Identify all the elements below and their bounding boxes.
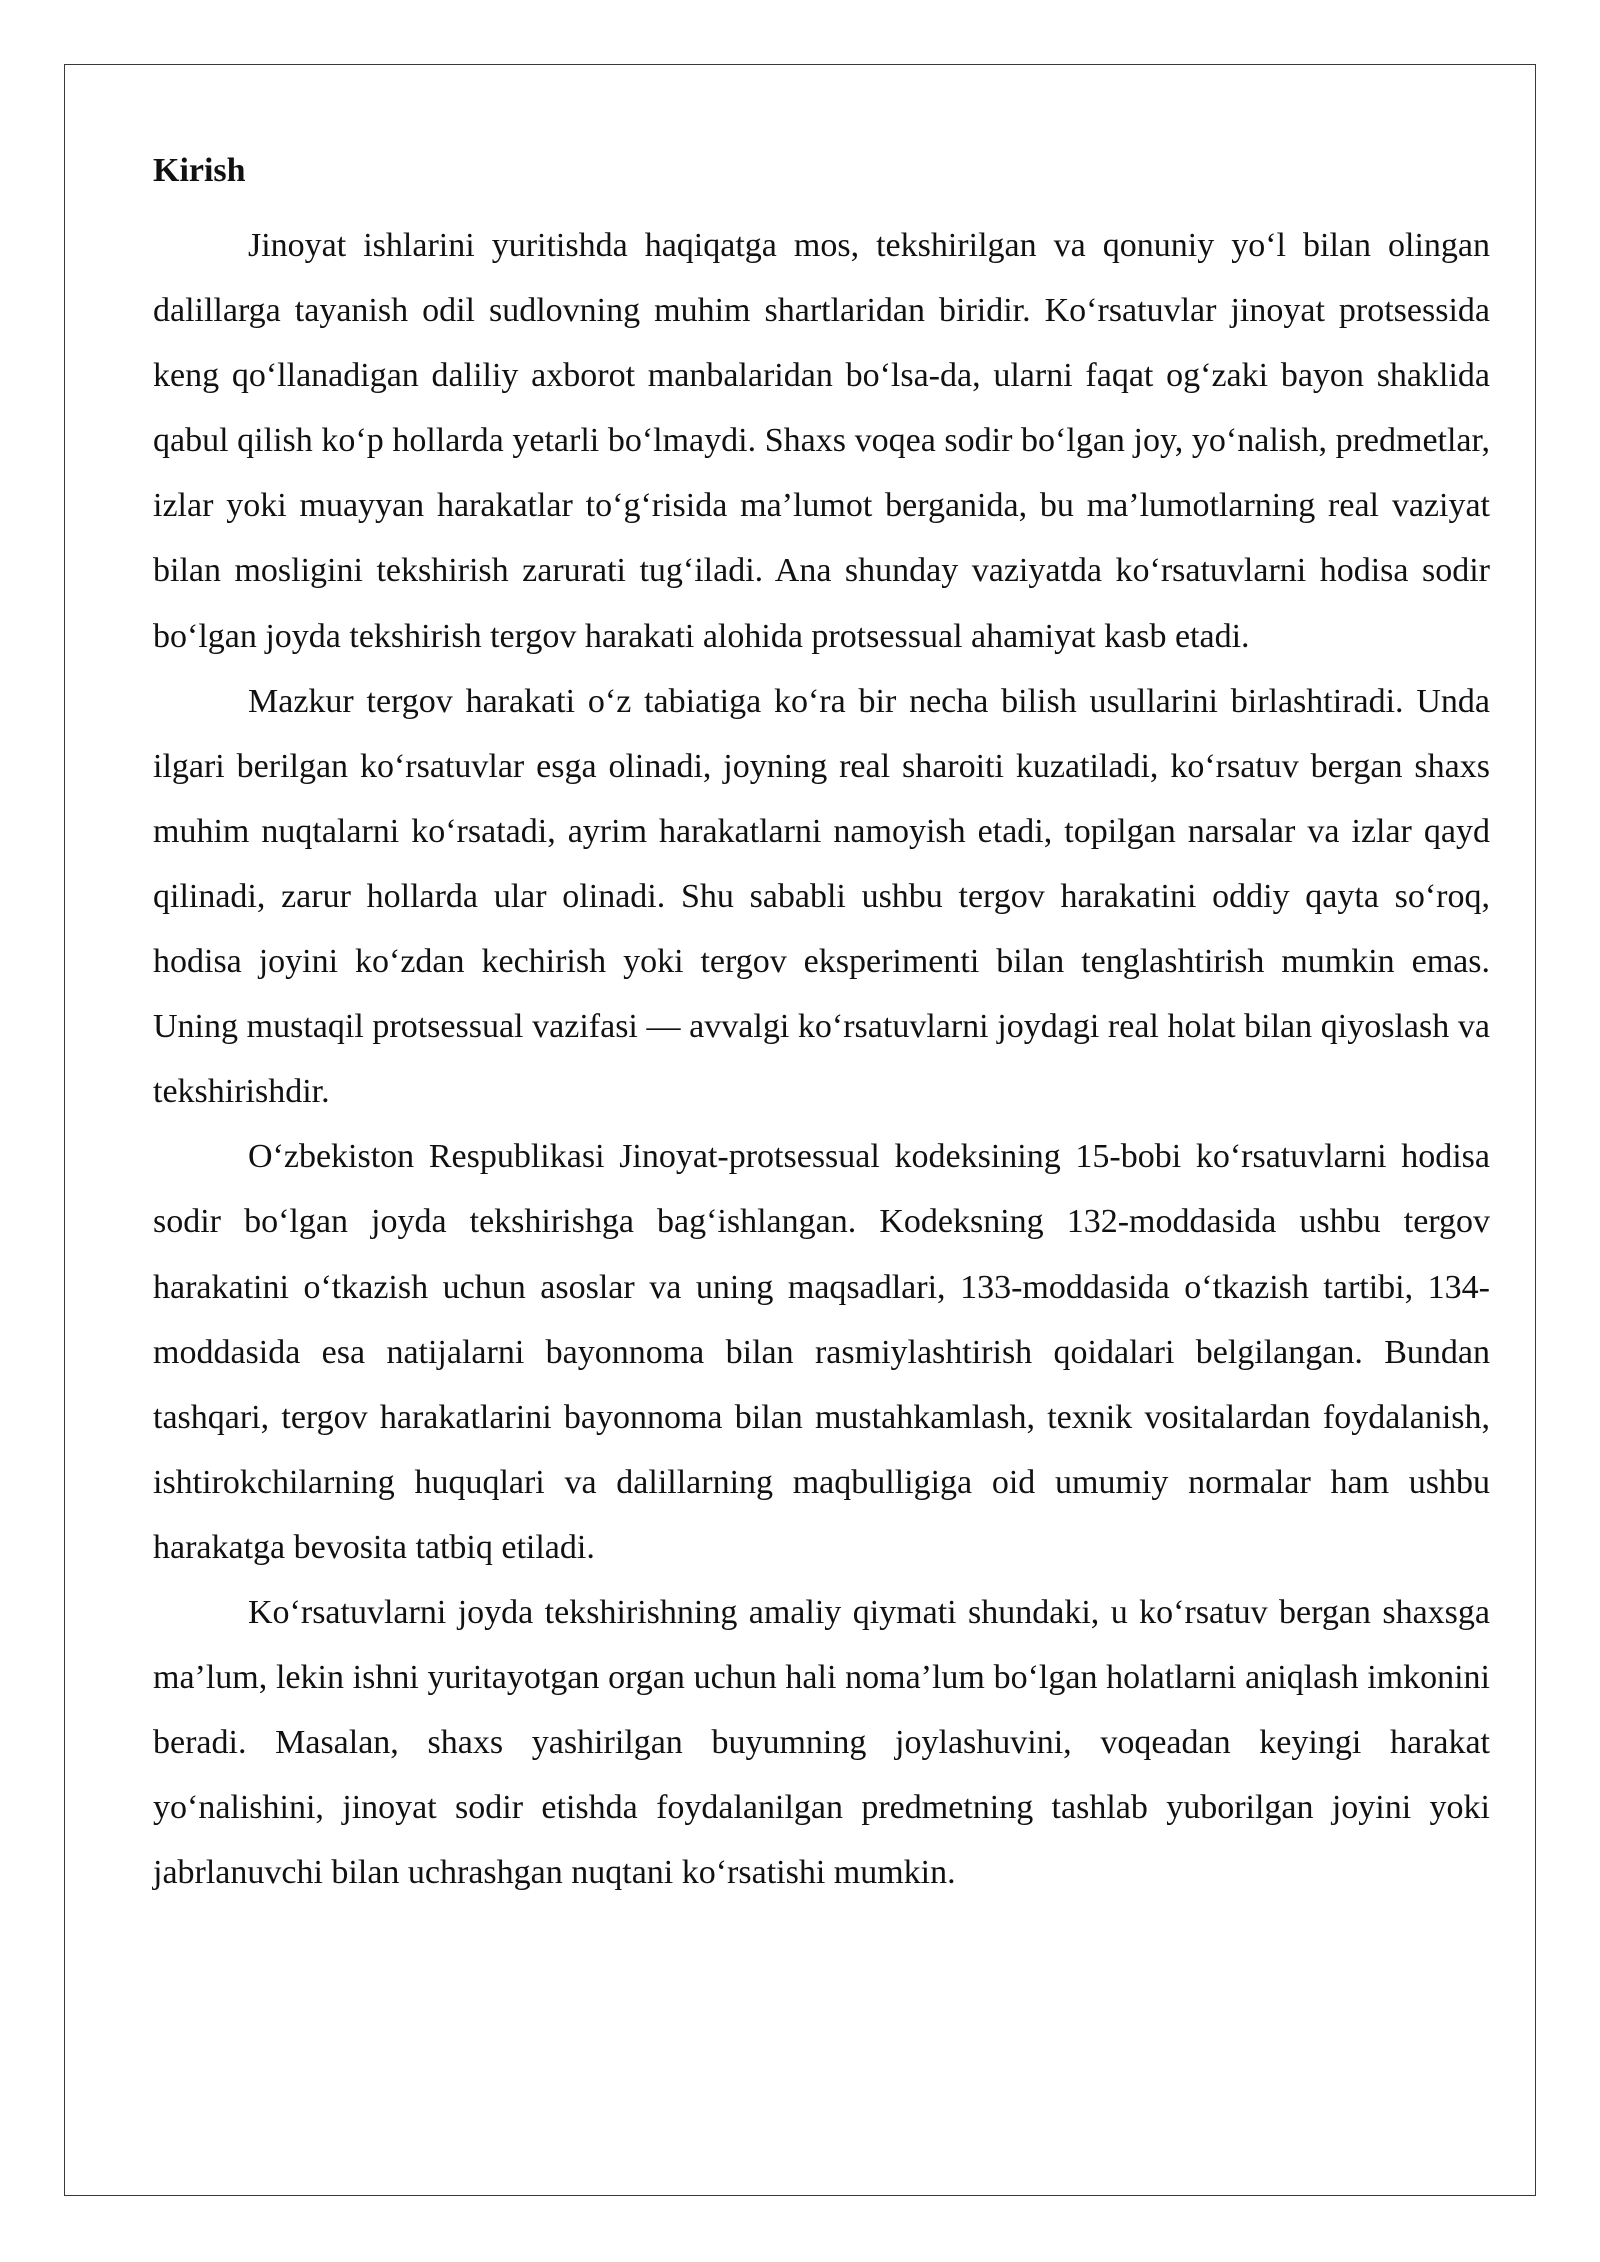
paragraph-4: Ko‘rsatuvlarni joyda tekshirishning amaliy qiymati shundaki, u ko‘rsatuv bergan shaxsga ma’lum, lekin ishni yuritayotgan organ uchun hali noma’lum bo‘lgan holatlarni aniqlash imkonini beradi. Masalan, shaxs yashirilgan buyumning joylashuvini, voqeadan keyingi harakat yo‘nalishini, jinoyat sodir etishda foydalanilgan predmetning tashlab yuborilgan joyini yoki jabrlanuvchi bilan uchrashgan nuqtani ko‘rsatishi mumkin.: [153, 1593, 1490, 1892]
paragraph-3: O‘zbekiston Respublikasi Jinoyat-protsessual kodeksining 15-bobi ko‘rsatuvlarni hodisa sodir bo‘lgan joyda tekshirishga bag‘ishlangan. Kodeksning 132-moddasida ushbu tergov harakatini o‘tkazish uchun asoslar va uning maqsadlari, 133-moddasida o‘tkazish tartibi, 134-moddasida esa natijalarni bayonnoma bilan rasmiylashtirish qoidalari belgilangan. Bundan tashqari, tergov harakatlarini bayonnoma bilan mustahkamlash, texnik vositalardan foydalanish, ishtirokchilarning huquqlari va dalillarning maqbulligiga oid umumiy normalar ham ushbu harakatga bevosita tatbiq etiladi.: [153, 1138, 1490, 1566]
section-heading: Kirish: [153, 152, 246, 189]
document-body: [153, 147, 1490, 1905]
paragraph-2: Mazkur tergov harakati o‘z tabiatiga ko‘ra bir necha bilish usullarini birlashtiradi. Unda ilgari berilgan ko‘rsatuvlar esga olinadi, joyning real sharoiti kuzatiladi, ko‘rsatuv bergan shaxs muhim nuqtalarni ko‘rsatadi, ayrim harakatlarni namoyish etadi, topilgan narsalar va izlar qayd qilinadi, zarur hollarda ular olinadi. Shu sababli ushbu tergov harakatini oddiy qayta so‘roq, hodisa joyini ko‘zdan kechirish yoki tergov eksperimenti bilan tenglashtirish mumkin emas. Uning mustaqil protsessual vazifasi — avvalgi ko‘rsatuvlarni joydagi real holat bilan qiyoslash va tekshirishdir.: [153, 682, 1490, 1111]
paragraph-1: Jinoyat ishlarini yuritishda haqiqatga mos, tekshirilgan va qonuniy yo‘l bilan olingan dalillarga tayanish odil sudlovning muhim shartlaridan biridir. Ko‘rsatuvlar jinoyat protsessida keng qo‘llanadigan daliliy axborot manbalaridan bo‘lsa-da, ularni faqat og‘zaki bayon shaklida qabul qilish ko‘p hollarda yetarli bo‘lmaydi. Shaxs voqea sodir bo‘lgan joy, yo‘nalish, predmetlar, izlar yoki muayyan harakatlar to‘g‘risida ma’lumot berganida, bu ma’lumotlarning real vaziyat bilan mosligini tekshirish zarurati tug‘iladi. Ana shunday vaziyatda ko‘rsatuvlarni hodisa sodir bo‘lgan joyda tekshirish tergov harakati alohida protsessual ahamiyat kasb etadi.: [153, 227, 1490, 655]
